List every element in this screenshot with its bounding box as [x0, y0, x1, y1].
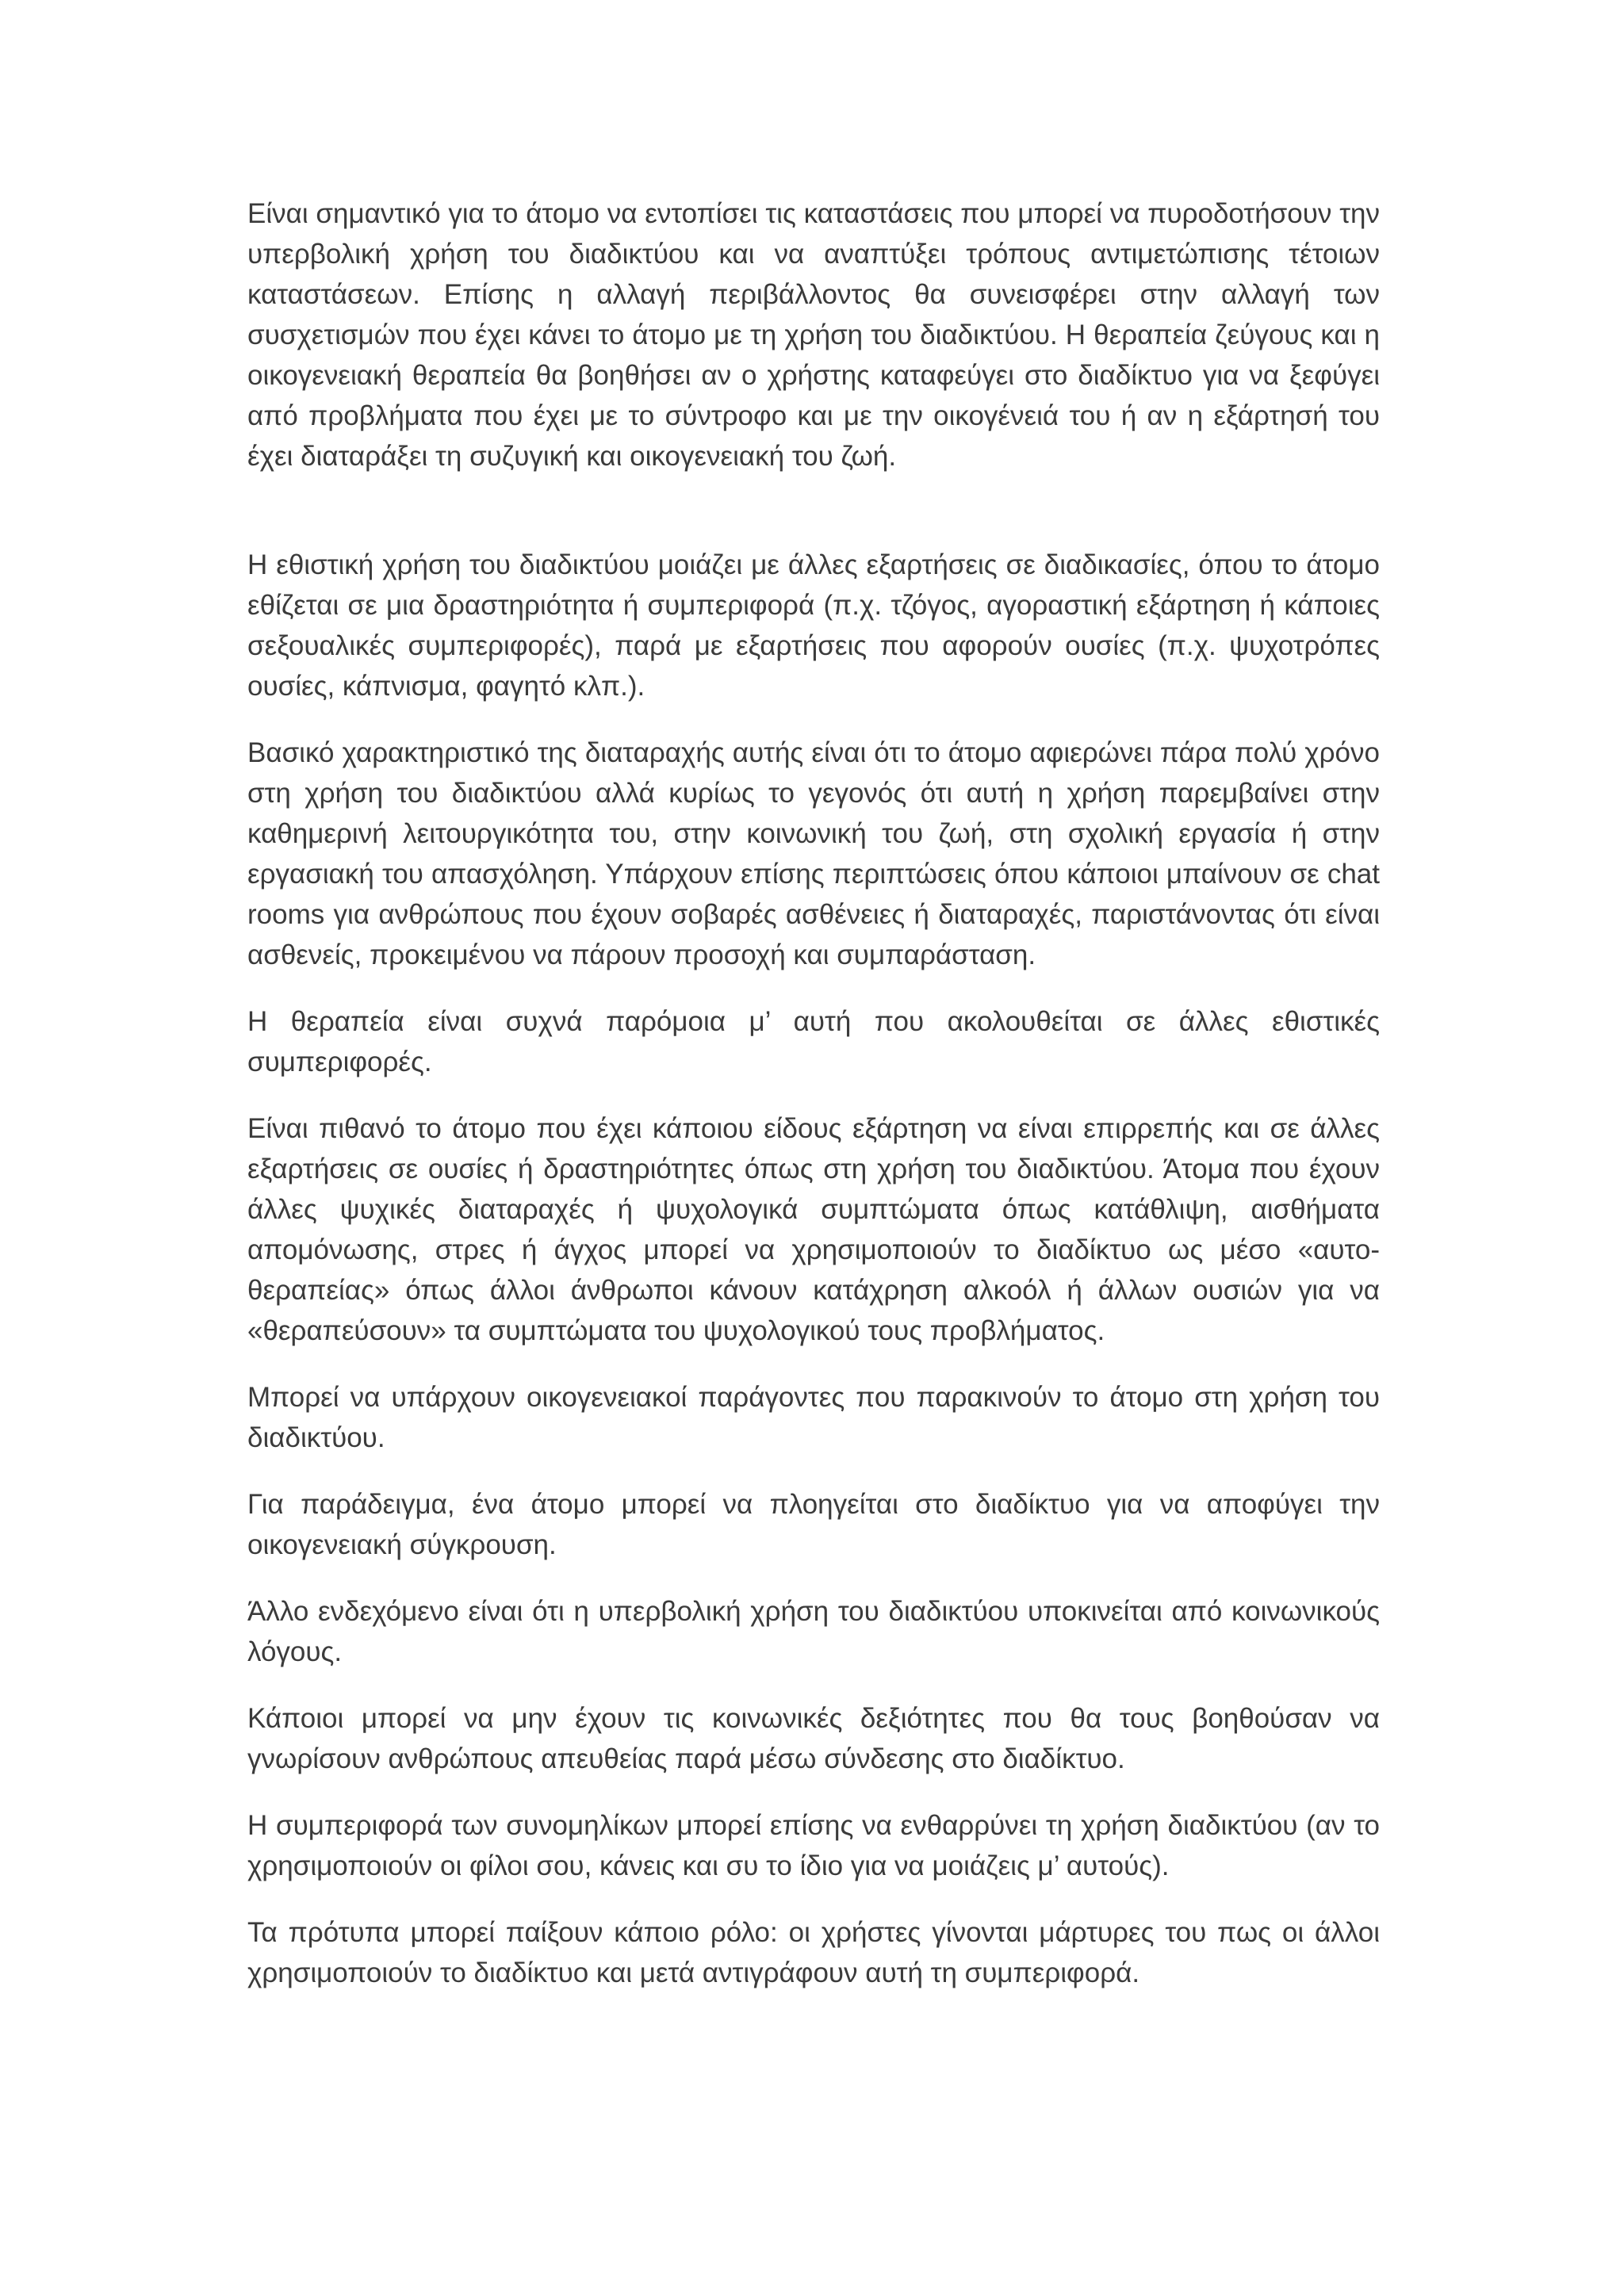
- paragraph-5: Είναι πιθανό το άτομο που έχει κάποιου είδους εξάρτηση να είναι επιρρεπής και σε άλλες εξαρτήσεις σε ουσίες ή δραστηριότητες όπως στη χρήση του διαδικτύου. Άτομα που έχουν άλλες ψυχικές διαταραχές ή ψυχολογικά συμπτώματα όπως κατάθλιψη, αισθήματα απομόνωσης, στρες ή άγχος μπορεί να χρησιμοποιούν το διαδίκτυο ως μέσο «αυτο-θεραπείας» όπως άλλοι άνθρωποι κάνουν κατάχρηση αλκοόλ ή άλλων ουσιών για να «θεραπεύσουν» τα συμπτώματα του ψυχολογικού τους προβλήματος.: [247, 1113, 1380, 1346]
- paragraph-8: Άλλο ενδεχόμενο είναι ότι η υπερβολική χρήση του διαδικτύου υποκινείται από κοινωνικούς λόγους.: [247, 1596, 1380, 1667]
- paragraph-6: Μπορεί να υπάρχουν οικογενειακοί παράγοντες που παρακινούν το άτομο στη χρήση του διαδικτύου.: [247, 1382, 1380, 1453]
- paragraph-2: Η εθιστική χρήση του διαδικτύου μοιάζει με άλλες εξαρτήσεις σε διαδικασίες, όπου το άτομο εθίζεται σε μια δραστηριότητα ή συμπεριφορά (π.χ. τζόγος, αγοραστική εξάρτηση ή κάποιες σεξουαλικές συμπεριφορές), παρά με εξαρτήσεις που αφορούν ουσίες (π.χ. ψυχοτρόπες ουσίες, κάπνισμα, φαγητό κλπ.).: [247, 549, 1380, 702]
- paragraph-7: Για παράδειγμα, ένα άτομο μπορεί να πλοηγείται στο διαδίκτυο για να αποφύγει την οικογενειακή σύγκρουση.: [247, 1489, 1380, 1560]
- paragraph-3: Βασικό χαρακτηριστικό της διαταραχής αυτής είναι ότι το άτομο αφιερώνει πάρα πολύ χρόνο στη χρήση του διαδικτύου αλλά κυρίως το γεγονός ότι αυτή η χρήση παρεμβαίνει στην καθημερινή λειτουργικότητα του, στην κοινωνική του ζωή, στη σχολική εργασία ή στην εργασιακή του απασχόληση. Υπάρχουν επίσης περιπτώσεις όπου κάποιοι μπαίνουν σε chat rooms για ανθρώπους που έχουν σοβαρές ασθένειες ή διαταραχές, παριστάνοντας ότι είναι ασθενείς, προκειμένου να πάρουν προσοχή και συμπαράσταση.: [247, 737, 1380, 970]
- paragraph-9: Κάποιοι μπορεί να μην έχουν τις κοινωνικές δεξιότητες που θα τους βοηθούσαν να γνωρίσουν ανθρώπους απευθείας παρά μέσω σύνδεσης στο διαδίκτυο.: [247, 1703, 1380, 1774]
- paragraph-10: Η συμπεριφορά των συνομηλίκων μπορεί επίσης να ενθαρρύνει τη χρήση διαδικτύου (αν το χρησιμοποιούν οι φίλοι σου, κάνεις και συ το ίδιο για να μοιάζεις μ’ αυτούς).: [247, 1810, 1380, 1881]
- paragraph-1: Είναι σημαντικό για το άτομο να εντοπίσει τις καταστάσεις που μπορεί να πυροδοτήσουν την υπερβολική χρήση του διαδικτύου και να αναπτύξει τρόπους αντιμετώπισης τέτοιων καταστάσεων. Επίσης η αλλαγή περιβάλλοντος θα συνεισφέρει στην αλλαγή των συσχετισμών που έχει κάνει το άτομο με τη χρήση του διαδικτύου. Η θεραπεία ζεύγους και η οικογενειακή θεραπεία θα βοηθήσει αν ο χρήστης καταφεύγει στο διαδίκτυο για να ξεφύγει από προβλήματα που έχει με το σύντροφο και με την οικογένειά του ή αν η εξάρτησή του έχει διαταράξει τη συζυγική και οικογενειακή του ζωή.: [247, 198, 1380, 472]
- paragraph-4: Η θεραπεία είναι συχνά παρόμοια μ’ αυτή που ακολουθείται σε άλλες εθιστικές συμπεριφορές.: [247, 1006, 1380, 1077]
- paragraph-11: Τα πρότυπα μπορεί παίξουν κάποιο ρόλο: οι χρήστες γίνονται μάρτυρες του πως οι άλλοι χρησιμοποιούν το διαδίκτυο και μετά αντιγράφουν αυτή τη συμπεριφορά.: [247, 1917, 1380, 1988]
- document-body: [247, 193, 1380, 1993]
